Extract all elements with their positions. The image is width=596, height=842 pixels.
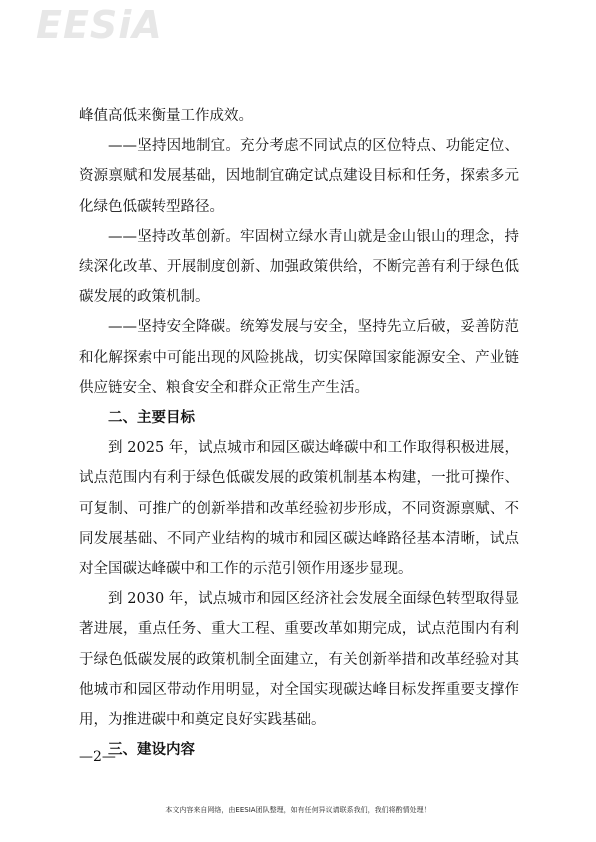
goal-2030: 到 2030 年，试点城市和园区经济社会发展全面绿色转型取得显著进展，重点任务、重大工程、重要改革如期完成，试点范围内有利于绿色低碳发展的政策机制全面建立，有关创新举措和改革经验对其他城市和园区带动作用明显，对全国实现碳达峰目标发挥重要支撑作用，为推进碳中和奠定良好实践基础。 <box>79 591 519 729</box>
section-heading-construction: 三、建设内容 <box>108 742 195 759</box>
paragraph-continuation: 峰值高低来衡量工作成效。 <box>79 108 253 124</box>
page-number: —2— <box>79 749 116 765</box>
footer-disclaimer: 本文内容来自网络，由EESIA团队整理，如有任何异议请联系我们，我们将酌情处理！ <box>165 806 431 814</box>
principle-safe-carbon-reduction: ——坚持安全降碳。统筹发展与安全，坚持先立后破，妥善防范和化解探索中可能出现的风险挑战，切实保障国家能源安全、产业链供应链安全、粮食安全和群众正常生产生活。 <box>79 319 519 396</box>
principle-local-conditions: ——坚持因地制宜。充分考虑不同试点的区位特点、功能定位、资源禀赋和发展基础，因地制宜确定试点建设目标和任务，探索多元化绿色低碳转型路径。 <box>79 138 519 215</box>
goal-2025: 到 2025 年，试点城市和园区碳达峰碳中和工作取得积极进展，试点范围内有利于绿色低碳发展的政策机制基本构建，一批可操作、可复制、可推广的创新举措和改革经验初步形成，不同资源禀赋、不同发展基础、不同产业结构的城市和园区碳达峰路径基本清晰，试点对全国碳达峰碳中和工作的示范引领作用逐步显现。 <box>79 440 519 578</box>
document-body <box>79 101 519 765</box>
eesia-logo: EESiA <box>36 3 163 47</box>
section-heading-main-goals: 二、主要目标 <box>108 410 195 427</box>
principle-reform-innovation: ——坚持改革创新。牢固树立绿水青山就是金山银山的理念，持续深化改革、开展制度创新、加强政策供给，不断完善有利于绿色低碳发展的政策机制。 <box>79 228 519 306</box>
